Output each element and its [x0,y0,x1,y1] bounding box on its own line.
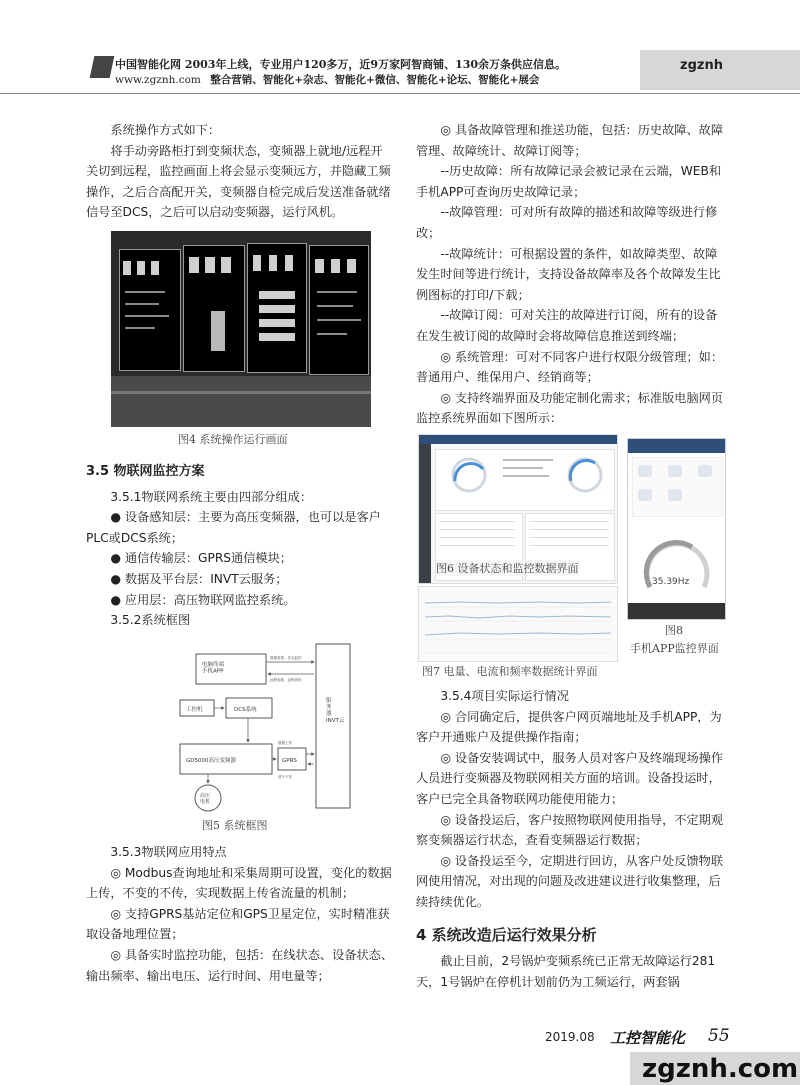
system-operation-photo [111,231,371,427]
section-heading: 4 系统改造后运行效果分析 [416,925,597,944]
motor-label: 高压电机 [200,793,211,805]
left-column [86,120,394,223]
header-brand: zgznh [680,58,723,73]
magazine-name: 工控智能化 [610,1029,686,1047]
ipc-label: 工控机 [186,707,203,713]
feature-detail: --故障统计：可根据设置的条件，如故障类型、故障发生时间等进行统计，支持设备故障率及各个故障发生比例图标的打印/下载； [416,246,721,302]
frequency-gauge-icon [642,535,712,597]
left-column-section-3-5-3 [86,842,394,986]
arrow-label-top1: 数据查看、状态监控 [270,656,302,660]
feature-item: ◎ 具备实时监控功能，包括：在线状态、设备状态、输出频率、输出电压、运行时间、用电量等； [86,947,394,983]
subsection-heading: 3.5.3物联网应用特点 [110,845,227,859]
fig5-caption: 图5 系统框图 [202,819,268,832]
fig8-label: 图8 [665,624,683,637]
section-heading: 3.5 物联网监控方案 [86,464,205,479]
feature-detail: --故障订阅：可对关注的故障进行订阅，所有的设备在发生被订阅的故障时会将故障信息推送到终端； [416,308,718,343]
issue-date: 2019.08 [545,1030,595,1044]
page-number: 55 [708,1026,730,1046]
feature-item: ◎ 系统管理：可对不同客户进行权限分级管理；如：普通用户、维保用户、经销商等； [416,349,724,385]
operation-item: ◎ 设备安装调试中，服务人员对客户及终端现场操作人员进行变频器及物联网相关方面的培训。设备投运时，客户已完全具备物联网功能使用能力； [416,750,724,806]
terminal-label: 电脑终端手机APP [202,662,225,675]
statistics-mini-chart [419,587,617,661]
site-services: 整合营销、智能化+杂志、智能化+微信、智能化+论坛、智能化+展会 [210,74,540,86]
feature-item: ◎ 支持终端界面及功能定制化需求；标准版电脑网页监控系统界面如下图所示： [416,390,724,426]
paragraph: 系统操作方式如下： [110,123,221,137]
server-label: 服务器 INVT云 [326,698,345,724]
site-url[interactable]: www.zgznh.com [115,74,201,86]
subsection-heading: 3.5.4项目实际运行情况 [440,689,569,703]
site-tagline: 2003年上线，专业用户120多万，近9万家阿智商铺、130余万条供应信息。 [184,58,567,71]
arrow-label-down: 命令下发 [278,775,292,779]
header-divider [0,93,800,94]
arrow-label-top2: 远程参数、远程查询 [270,678,302,682]
feature-item: ◎ 支持GPRS基站定位和GPS卫星定位，实时精准获取设备地理位置； [86,906,390,942]
right-column-section-3-5-4 [416,686,726,992]
footer-site[interactable]: zgznh.com [642,1054,799,1084]
fig8-caption: 手机APP监控界面 [630,642,719,655]
gauge-icon [565,455,605,495]
fig6-caption: 图6 设备状态和监控数据界面 [436,562,579,575]
operation-item: ◎ 设备投运至今，定期进行回访，从客户处反馈物联网使用情况，对出现的问题及改进建议进行收集整理，后续持续优化。 [416,853,724,909]
subsection-heading: 3.5.1物联网系统主要由四部分组成： [110,489,313,504]
paragraph: 将手动旁路柜打到变频状态，变频器上就地/远程开关切到远程，监控画面上将会显示变频远方，并隐藏工频操作，之后合高配开关，变频器自检完成后发送准备就绪信号至DCS，之后可以启动变频器，运行风机。 [86,143,391,220]
fig4-caption: 图4 系统操作运行画面 [178,433,288,446]
mobile-app-screenshot [627,438,726,620]
bullet-item: ● 数据及平台层：INVT云服务； [110,571,288,586]
gprs-label: GPRS [282,758,297,764]
header-line-1 [115,56,566,72]
phone-frequency: 35.39Hz [652,577,690,587]
dcs-label: DCS系统 [234,707,257,713]
operation-item: ◎ 设备投运后，客户按照物联网使用指导，不定期观察变频器运行状态，查看变频器运行数据； [416,812,724,848]
bullet-item: ● 通信传输层：GPRS通信模块； [110,551,292,566]
system-block-diagram [178,640,364,812]
paragraph: 截止目前，2号锅炉变频系统已正常无故障运行281天，1号锅炉在停机计划前仍为工频运行，两套锅 [416,954,716,989]
vfd-label: GD5000高压变频器 [186,758,236,764]
feature-item: ◎ Modbus查询地址和采集周期可设置，变化的数据上传，不变的不传，实现数据上传省流量的机制； [86,865,392,901]
statistics-screenshot [418,586,618,662]
server-block [316,644,350,808]
bullet-item: ● 设备感知层：主要为高压变频器，也可以是客户PLC或DCS系统； [86,510,381,545]
subsection-heading: 3.5.2系统框图 [110,613,191,628]
left-column-section-3-5 [86,462,394,631]
arrow-label-up: 数据上传 [278,741,292,745]
right-column [416,120,726,429]
header-line-2 [115,72,539,87]
fig7-caption: 图7 电量、电流和频率数据统计界面 [422,665,598,678]
operation-item: ◎ 合同确定后，提供客户网页端地址及手机APP，为客户开通账户及提供操作指南； [416,709,722,745]
site-name: 中国智能化网 [115,58,181,71]
feature-detail: --故障管理：可对所有故障的描述和故障等级进行修改； [416,205,718,240]
feature-item: ◎ 具备故障管理和推送功能，包括：历史故障、故障管理、故障统计、故障订阅等； [416,123,724,158]
feature-detail: --历史故障：所有故障记录会被记录在云端，WEB和手机APP可查询历史故障记录； [416,164,722,199]
bullet-item: ● 应用层：高压物联网监控系统。 [110,592,296,607]
gauge-icon [449,455,489,495]
